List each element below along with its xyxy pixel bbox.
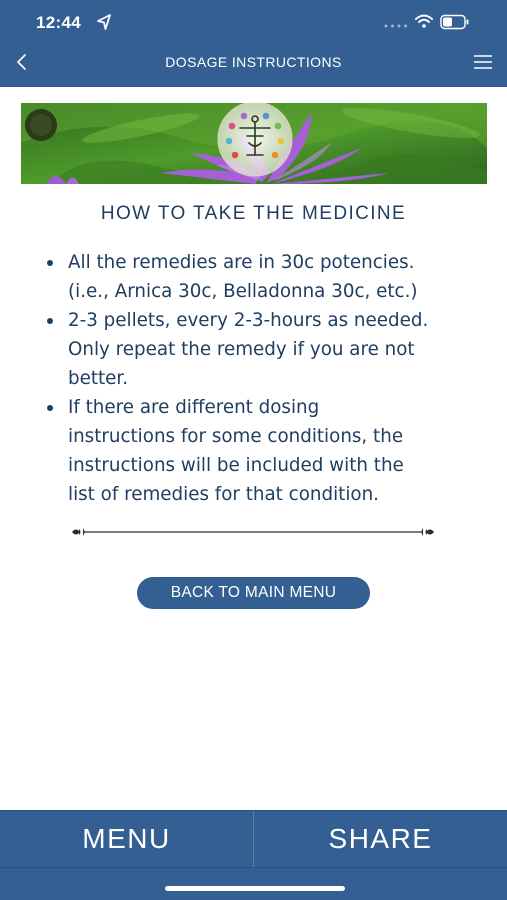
instruction-list: [44, 248, 494, 509]
page-title: DOSAGE INSTRUCTIONS: [165, 54, 342, 70]
location-arrow-icon: [97, 14, 111, 30]
banner-illustration: [21, 103, 487, 184]
wifi-icon: [415, 14, 433, 28]
bullet-dot: [47, 260, 53, 266]
navigation-bar: [0, 44, 507, 87]
home-indicator[interactable]: [165, 886, 345, 891]
list-item-line: Only repeat the remedy if you are not: [68, 339, 415, 360]
list-item-line: better.: [68, 368, 129, 389]
hamburger-menu-icon[interactable]: [473, 54, 493, 70]
list-item-line: If there are different dosing: [68, 397, 320, 418]
battery-icon: [440, 14, 470, 30]
list-item-line: instructions for some conditions, the: [68, 426, 404, 447]
tab-bar-divider: [0, 867, 507, 868]
bullet-dot: [47, 405, 53, 411]
status-time: 12:44: [36, 13, 81, 32]
status-bar: [0, 0, 507, 44]
header: [0, 0, 507, 87]
section-heading: HOW TO TAKE THE MEDICINE: [100, 203, 407, 224]
list-item-line: (i.e., Arnica 30c, Belladonna 30c, etc.): [68, 281, 418, 302]
bullet-dot: [47, 318, 53, 324]
signal-dots-icon: [384, 24, 408, 28]
list-item: [44, 306, 494, 393]
back-to-main-menu-button[interactable]: BACK TO MAIN MENU: [137, 577, 370, 609]
list-item-line: All the remedies are in 30c potencies.: [68, 252, 415, 273]
share-tab-button[interactable]: SHARE: [328, 823, 433, 854]
flower-banner-image: [21, 103, 487, 184]
list-item: [44, 393, 494, 509]
list-item-line: 2-3 pellets, every 2-3-hours as needed.: [68, 310, 429, 331]
ornamental-divider: [70, 524, 436, 540]
list-item-line: list of remedies for that condition.: [68, 484, 379, 505]
list-item: [44, 248, 494, 306]
list-item-line: instructions will be included with the: [68, 455, 404, 476]
menu-tab-button[interactable]: MENU: [82, 823, 171, 854]
